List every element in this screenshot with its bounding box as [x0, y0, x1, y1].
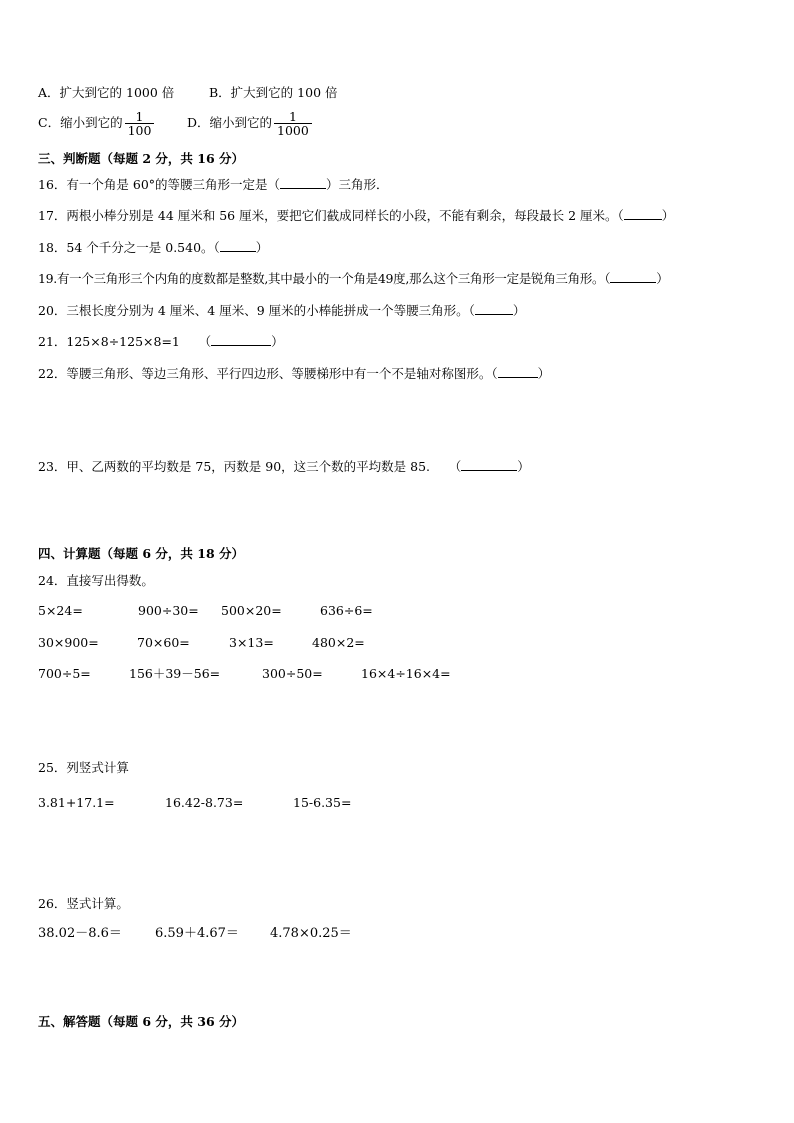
answer-blank[interactable]	[610, 271, 656, 283]
vertical-calc-row	[38, 795, 758, 811]
fraction-numerator: 1	[135, 109, 144, 124]
calc-item: 16×4÷16×4=	[361, 666, 451, 681]
fraction-denominator: 100	[127, 123, 152, 138]
option-d-label: D．缩小到它的	[187, 115, 273, 130]
question-20: 20．三根长度分别为 4 厘米、4 厘米、9 厘米的小棒能拼成一个等腰三角形。（ ）	[38, 303, 526, 318]
calc-item: 300÷50=	[262, 666, 323, 681]
calc-item: 38.02－8.6＝	[38, 926, 122, 941]
calc-item: 3×13=	[229, 635, 274, 650]
answer-blank[interactable]	[461, 459, 517, 471]
question-24-title: 24．直接写出得数。	[38, 573, 154, 588]
answer-blank[interactable]	[475, 303, 513, 315]
answer-blank[interactable]	[624, 208, 662, 220]
column-calc-row	[38, 926, 758, 942]
calc-item: 70×60=	[137, 635, 190, 650]
calc-row-1	[38, 603, 758, 619]
calc-item: 16.42-8.73=	[165, 795, 244, 810]
answer-blank[interactable]	[220, 240, 256, 252]
calc-item: 3.81+17.1=	[38, 795, 115, 810]
calc-item: 30×900=	[38, 635, 99, 650]
question-17: 17．两根小棒分别是 44 厘米和 56 厘米，要把它们截成同样长的小段，不能有剩余，每段最长 2 厘米。（ ）	[38, 208, 675, 223]
question-25-title: 25．列竖式计算	[38, 760, 129, 775]
calc-item: 636÷6=	[320, 603, 373, 618]
calc-item: 480×2=	[312, 635, 365, 650]
calc-row-3	[38, 666, 758, 682]
question-19: 19.有一个三角形三个内角的度数都是整数,其中最小的一个角是49度,那么这个三角形一定是锐角三角形。（ ）	[38, 271, 669, 286]
calc-item: 4.78×0.25＝	[270, 926, 352, 941]
fraction-1-1000	[274, 110, 312, 137]
answer-blank[interactable]	[280, 177, 326, 189]
fraction-numerator: 1	[288, 109, 297, 124]
calc-row-2	[38, 635, 758, 651]
option-a: A．扩大到它的 1000 倍	[38, 85, 175, 100]
section-5-heading: 五、解答题（每题 6 分，共 36 分）	[38, 1014, 245, 1029]
section-3-heading: 三、判断题（每题 2 分，共 16 分）	[38, 151, 245, 166]
answer-blank[interactable]	[211, 334, 271, 346]
option-d	[187, 110, 312, 137]
calc-item: 15-6.35=	[293, 795, 352, 810]
calc-item: 500×20=	[221, 603, 282, 618]
question-16: 16．有一个角是 60°的等腰三角形一定是（ ）三角形．	[38, 177, 389, 192]
calc-item: 900÷30=	[138, 603, 199, 618]
fraction-1-100	[125, 110, 155, 137]
question-18: 18．54 个千分之一是 0.540。（ ）	[38, 240, 269, 255]
section-4-heading: 四、计算题（每题 6 分，共 18 分）	[38, 546, 245, 561]
question-22: 22．等腰三角形、等边三角形、平行四边形、等腰梯形中有一个不是轴对称图形。（ ）	[38, 366, 551, 381]
calc-item: 6.59＋4.67＝	[155, 926, 239, 941]
question-23: 23．甲、乙两数的平均数是 75，丙数是 90，这三个数的平均数是 85. （ ）	[38, 459, 530, 474]
fraction-denominator: 1000	[277, 123, 309, 138]
calc-item: 700÷5=	[38, 666, 91, 681]
option-c-label: C．缩小到它的	[38, 115, 123, 130]
option-c	[38, 110, 154, 137]
option-b: B．扩大到它的 100 倍	[209, 85, 338, 100]
answer-blank[interactable]	[498, 366, 538, 378]
question-26-title: 26．竖式计算。	[38, 896, 129, 911]
question-21: 21．125×8÷125×8=1 （ ）	[38, 334, 284, 349]
calc-item: 156＋39－56=	[129, 666, 221, 681]
calc-item: 5×24=	[38, 603, 83, 618]
